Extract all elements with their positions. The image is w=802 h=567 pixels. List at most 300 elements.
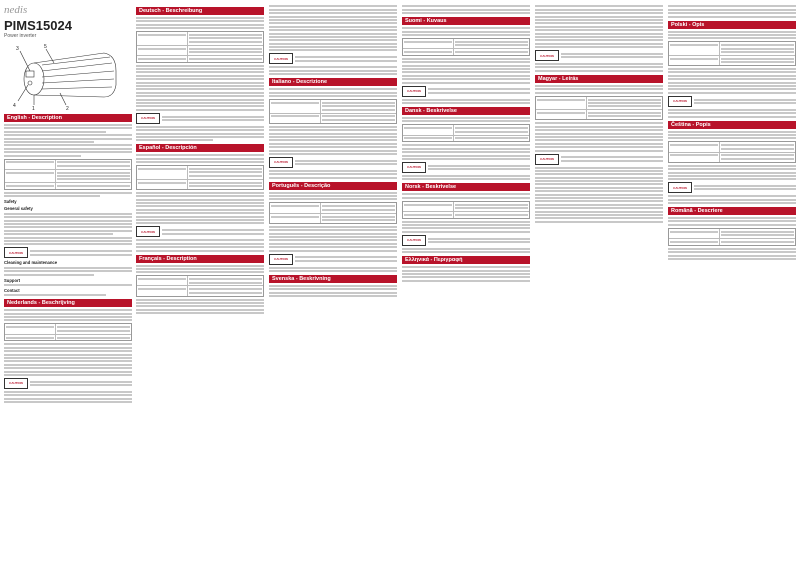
text-line	[402, 148, 530, 150]
text-line	[402, 178, 530, 180]
text-line	[561, 160, 663, 162]
text-line	[561, 53, 663, 55]
text-line	[402, 280, 530, 282]
section-header-polish: Polski - Opis	[668, 21, 796, 29]
text-line	[721, 44, 794, 46]
text-line	[269, 43, 397, 45]
text-line	[189, 34, 262, 36]
text-line	[668, 116, 796, 118]
text-line	[4, 216, 132, 218]
text-line	[535, 190, 663, 192]
text-line	[694, 102, 796, 104]
text-line	[4, 274, 94, 276]
text-line	[136, 202, 264, 204]
text-line	[4, 319, 132, 321]
text-line	[136, 222, 264, 224]
text-line	[136, 109, 264, 111]
section-header-dutch: Nederlands - Beschrijving	[4, 299, 132, 307]
text-line	[535, 29, 663, 31]
text-line	[668, 202, 796, 204]
text-line	[269, 126, 397, 128]
text-line	[4, 367, 132, 369]
brand-logo: nedis	[4, 4, 28, 16]
text-line	[668, 172, 796, 174]
text-line	[668, 178, 796, 180]
text-line	[57, 330, 130, 332]
text-line	[322, 219, 395, 221]
text-line	[694, 188, 796, 190]
text-line	[269, 22, 397, 24]
text-line	[404, 204, 452, 206]
text-line	[535, 92, 663, 94]
text-line	[402, 75, 530, 77]
text-line	[668, 75, 796, 77]
text-line	[4, 138, 132, 140]
text-line	[322, 105, 395, 107]
text-line	[402, 68, 530, 70]
text-line	[57, 337, 130, 339]
column-4: Suomi - Kuvaus CAUTION Dansk - Beskrivelse CAUTION Norsk - Beskrivelse CAUTION Ελληνικά - Περιγραφή	[402, 4, 530, 564]
text-line	[136, 265, 264, 267]
section-header-finnish: Suomi - Kuvaus	[402, 17, 530, 25]
section-header-norwegian: Norsk - Beskrivelse	[402, 183, 530, 191]
text-line	[295, 56, 397, 58]
text-line	[4, 360, 132, 362]
text-line	[535, 43, 663, 45]
text-line	[4, 226, 132, 228]
text-line	[404, 127, 452, 129]
text-line	[136, 161, 264, 163]
text-line	[269, 133, 397, 135]
callout-3: 3	[16, 46, 19, 52]
text-line	[404, 41, 452, 43]
inverter-drawing	[4, 41, 132, 111]
text-line	[271, 102, 319, 104]
text-line	[588, 115, 661, 117]
text-line	[4, 374, 132, 376]
text-line	[269, 229, 397, 231]
text-line	[535, 139, 663, 141]
text-line	[535, 217, 663, 219]
text-line	[4, 270, 132, 272]
text-line	[455, 51, 528, 53]
text-line	[138, 168, 186, 170]
text-line	[668, 112, 796, 114]
heading-safety: Safety	[4, 199, 17, 205]
text-line	[4, 371, 132, 373]
text-line	[136, 27, 264, 29]
text-line	[670, 231, 718, 233]
text-line	[136, 78, 264, 80]
text-line	[535, 85, 663, 87]
text-line	[136, 205, 264, 207]
text-line	[402, 34, 530, 36]
text-line	[535, 36, 663, 38]
text-line	[668, 31, 796, 33]
text-line	[535, 197, 663, 199]
text-line	[402, 65, 530, 67]
text-line	[402, 276, 530, 278]
column-3: CAUTION Italiano - Descrizione CAUTION Português - Descrição CAUTION Svenska - Beskrivning	[269, 4, 397, 564]
text-line	[322, 216, 395, 218]
text-line	[402, 82, 530, 84]
text-line	[189, 292, 262, 294]
text-line	[721, 58, 794, 60]
text-line	[4, 134, 132, 136]
text-line	[162, 233, 264, 235]
text-line	[668, 248, 796, 250]
text-line	[4, 391, 132, 393]
text-line	[269, 29, 397, 31]
section-header-greek: Ελληνικά - Περιγραφή	[402, 256, 530, 264]
text-line	[4, 394, 132, 396]
text-line	[668, 255, 796, 257]
text-line	[670, 154, 718, 156]
text-line	[269, 243, 397, 245]
text-line	[535, 214, 663, 216]
text-line	[6, 185, 54, 187]
text-line	[4, 124, 132, 126]
text-line	[269, 153, 397, 155]
text-line	[57, 185, 130, 187]
text-line	[136, 71, 264, 73]
text-line	[721, 61, 794, 63]
text-line	[668, 195, 796, 197]
text-line	[136, 271, 264, 273]
text-line	[721, 51, 794, 53]
text-line	[136, 85, 264, 87]
text-line	[402, 9, 530, 11]
text-line	[4, 284, 132, 286]
text-line	[668, 251, 796, 253]
text-line	[136, 102, 264, 104]
text-line	[136, 92, 264, 94]
text-line	[455, 131, 528, 133]
text-line	[428, 88, 530, 90]
text-line	[535, 200, 663, 202]
text-line	[162, 119, 264, 121]
text-line	[136, 20, 264, 22]
text-line	[668, 168, 796, 170]
text-line	[535, 146, 663, 148]
text-line	[269, 173, 397, 175]
text-line	[295, 160, 397, 162]
text-line	[4, 192, 132, 194]
text-line	[57, 161, 130, 163]
text-line	[136, 243, 264, 245]
text-line	[535, 88, 663, 90]
text-line	[670, 58, 718, 60]
text-line	[136, 154, 264, 156]
text-line	[136, 68, 264, 70]
section-header-romanian: Română - Descriere	[668, 207, 796, 215]
text-line	[668, 16, 796, 18]
text-line	[189, 182, 262, 184]
text-line	[295, 256, 397, 258]
text-line	[402, 99, 530, 101]
callout-4: 4	[13, 103, 16, 109]
text-line	[535, 183, 663, 185]
text-line	[4, 357, 132, 359]
text-line	[162, 229, 264, 231]
text-line	[402, 5, 530, 7]
text-line	[138, 48, 186, 50]
text-line	[136, 105, 264, 107]
text-line	[138, 288, 186, 290]
text-line	[30, 384, 132, 386]
heading-general-safety: General safety	[4, 206, 33, 212]
text-line	[535, 63, 663, 65]
text-line	[57, 178, 130, 180]
callout-5: 5	[44, 44, 47, 50]
text-line	[535, 22, 663, 24]
text-line	[402, 193, 530, 195]
text-line	[455, 127, 528, 129]
text-line	[136, 246, 264, 248]
text-line	[402, 155, 530, 157]
text-line	[136, 199, 264, 201]
text-line	[322, 119, 395, 121]
text-line	[402, 102, 530, 104]
column-6: Polski - Opis CAUTION Čeština - Popis CAUTION Română - Descriere	[668, 4, 796, 564]
text-line	[322, 209, 395, 211]
text-line	[4, 398, 132, 400]
text-line	[4, 309, 132, 311]
text-line	[561, 56, 663, 58]
text-line	[535, 177, 663, 179]
text-line	[4, 313, 132, 315]
section-header-portuguese: Português - Descrição	[269, 182, 397, 190]
text-line	[30, 254, 132, 256]
heading-cleaning: Cleaning and maintenance	[4, 260, 58, 266]
text-line	[189, 185, 262, 187]
text-line	[4, 213, 132, 215]
text-line	[269, 177, 397, 179]
text-line	[189, 175, 262, 177]
text-line	[694, 99, 796, 101]
text-line	[269, 146, 397, 148]
section-header-english: English - Description	[4, 114, 132, 122]
text-line	[670, 144, 718, 146]
heading-support: Support	[4, 277, 21, 283]
text-line	[4, 127, 132, 129]
section-header-german: Deutsch - Beschreibung	[136, 7, 264, 15]
text-line	[269, 16, 397, 18]
text-line	[136, 99, 264, 101]
text-line	[4, 233, 113, 235]
text-line	[668, 199, 796, 201]
text-line	[138, 58, 186, 60]
text-line	[402, 224, 530, 226]
text-line	[136, 209, 264, 211]
text-line	[402, 273, 530, 275]
text-line	[269, 5, 397, 7]
text-line	[136, 312, 264, 314]
column-1: nedis PIMS15024 Power inverter 3 5 4 1 2 English - Description Safety General safety CAUTION Cleaning and maintenance Support Contact Nederlands - Beschrijving CAUTION	[4, 4, 132, 564]
text-line	[668, 92, 796, 94]
text-line	[189, 168, 262, 170]
text-line	[271, 115, 319, 117]
text-line	[136, 65, 264, 67]
text-line	[189, 282, 262, 284]
text-line	[588, 105, 661, 107]
text-line	[4, 151, 132, 153]
text-line	[668, 224, 796, 226]
text-line	[269, 129, 397, 131]
text-line	[4, 220, 132, 222]
text-line	[30, 381, 132, 383]
text-line	[535, 167, 663, 169]
text-line	[402, 12, 530, 14]
text-line	[136, 158, 264, 160]
text-line	[535, 170, 663, 172]
text-line	[269, 233, 397, 235]
text-line	[694, 185, 796, 187]
text-line	[668, 78, 796, 80]
text-line	[4, 267, 132, 269]
text-line	[535, 211, 663, 213]
text-line	[136, 219, 264, 221]
text-line	[136, 75, 264, 77]
text-line	[535, 150, 663, 152]
text-line	[4, 316, 132, 318]
text-line	[6, 161, 54, 163]
text-line	[535, 133, 663, 135]
text-line	[4, 148, 132, 150]
text-line	[535, 207, 663, 209]
text-line	[535, 19, 663, 21]
text-line	[535, 126, 663, 128]
section-header-french: Français - Description	[136, 255, 264, 263]
text-line	[668, 82, 796, 84]
text-line	[4, 195, 100, 197]
text-line	[269, 66, 397, 68]
text-line	[4, 347, 132, 349]
text-line	[136, 82, 264, 84]
text-line	[4, 240, 132, 242]
section-header-spanish: Español - Descripción	[136, 144, 264, 152]
text-line	[269, 150, 397, 152]
text-line	[404, 51, 452, 53]
text-line	[668, 134, 796, 136]
text-line	[322, 102, 395, 104]
text-line	[269, 12, 397, 14]
text-line	[136, 133, 264, 135]
text-line	[535, 187, 663, 189]
text-line	[402, 144, 530, 146]
text-line	[721, 48, 794, 50]
text-line	[535, 66, 663, 68]
text-line	[668, 37, 796, 39]
text-line	[269, 39, 397, 41]
text-line	[402, 61, 530, 63]
text-line	[404, 137, 452, 139]
text-line	[535, 204, 663, 206]
text-line	[269, 143, 397, 145]
text-line	[428, 168, 530, 170]
text-line	[402, 120, 530, 122]
text-line	[668, 9, 796, 11]
text-line	[269, 246, 397, 248]
text-line	[535, 26, 663, 28]
text-line	[4, 354, 132, 356]
text-line	[189, 278, 262, 280]
text-line	[189, 41, 262, 43]
text-line	[535, 33, 663, 35]
text-line	[4, 155, 81, 157]
text-line	[455, 207, 528, 209]
text-line	[269, 195, 397, 197]
text-line	[428, 92, 530, 94]
text-line	[4, 144, 132, 146]
text-line	[136, 309, 264, 311]
text-line	[189, 48, 262, 50]
text-line	[721, 231, 794, 233]
text-line	[4, 343, 132, 345]
text-line	[136, 250, 264, 252]
text-line	[57, 326, 130, 328]
section-header-czech: Čeština - Popis	[668, 121, 796, 129]
text-line	[535, 122, 663, 124]
text-line	[402, 58, 530, 60]
text-line	[537, 99, 585, 101]
text-line	[269, 285, 397, 287]
text-line	[295, 260, 397, 262]
text-line	[269, 95, 397, 97]
text-line	[269, 250, 397, 252]
text-line	[4, 141, 94, 143]
text-line	[57, 172, 130, 174]
text-line	[269, 198, 397, 200]
text-line	[402, 31, 530, 33]
text-line	[402, 266, 530, 268]
text-line	[136, 129, 264, 131]
text-line	[588, 112, 661, 114]
text-line	[269, 88, 397, 90]
text-line	[30, 250, 132, 252]
text-line	[721, 154, 794, 156]
text-line	[402, 27, 530, 29]
text-line	[535, 173, 663, 175]
text-line	[668, 165, 796, 167]
text-line	[428, 241, 530, 243]
text-line	[6, 172, 54, 174]
heading-contact: Contact	[4, 287, 20, 293]
text-line	[4, 364, 132, 366]
text-line	[136, 299, 264, 301]
text-line	[269, 9, 397, 11]
text-line	[269, 270, 397, 272]
text-line	[537, 112, 585, 114]
text-line	[402, 78, 530, 80]
text-line	[295, 163, 397, 165]
text-line	[295, 60, 397, 62]
text-line	[668, 34, 796, 36]
text-line	[455, 137, 528, 139]
callout-2: 2	[66, 106, 69, 111]
section-header-swedish: Svenska - Beskrivning	[269, 275, 397, 283]
text-line	[269, 26, 397, 28]
text-line	[4, 131, 106, 133]
text-line	[322, 109, 395, 111]
text-line	[136, 95, 264, 97]
text-line	[136, 139, 213, 141]
text-line	[668, 258, 796, 260]
text-line	[138, 34, 186, 36]
text-line	[455, 204, 528, 206]
text-line	[138, 278, 186, 280]
text-line	[136, 136, 264, 138]
